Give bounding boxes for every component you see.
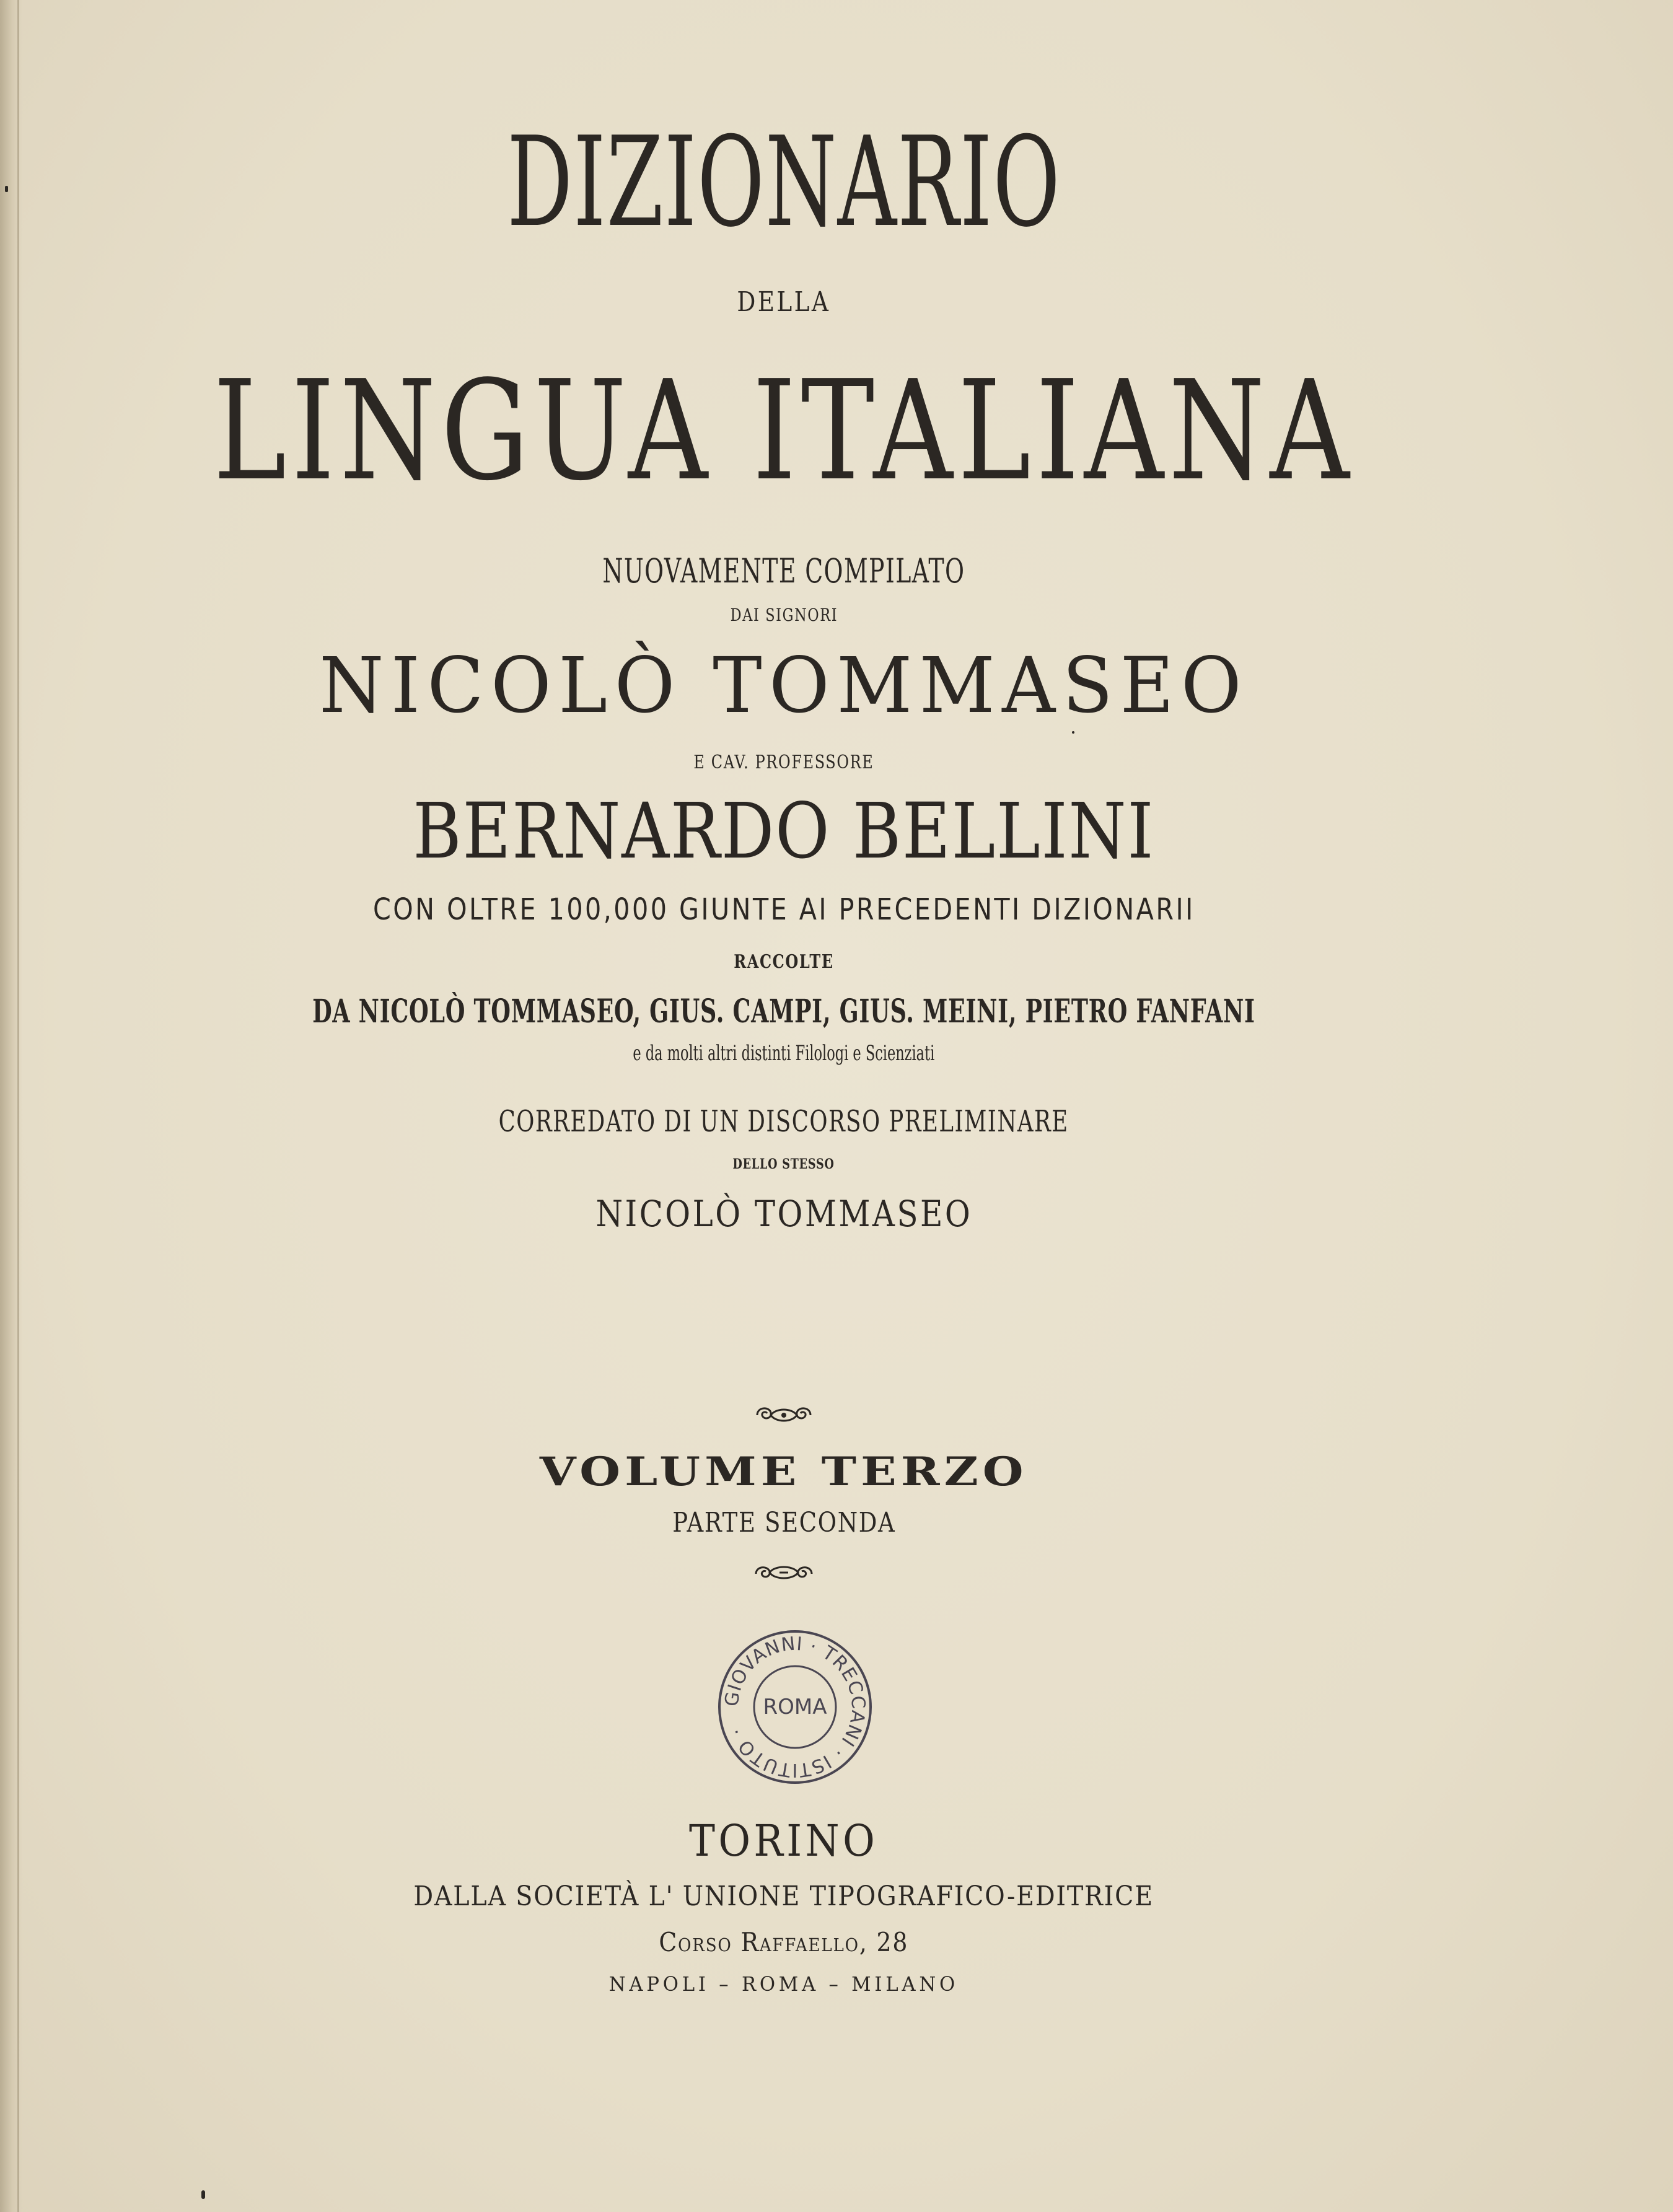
subtitle-con-oltre-giunte: CON OLTRE 100,000 GIUNTE AI PRECEDENTI DIZIONARII — [372, 892, 1195, 927]
ornament-bottom-icon — [0, 1559, 1568, 1589]
volume-heading: VOLUME TERZO — [540, 1449, 1028, 1495]
imprint-cities: NAPOLI – ROMA – MILANO — [608, 1972, 959, 1996]
author-nicolo-tommaseo-small: NICOLÒ TOMMASEO — [595, 1193, 972, 1235]
ink-speck — [201, 2190, 205, 2199]
contributors-line: DA NICOLÒ TOMMASEO, GIUS. CAMPI, GIUS. MEINI, PIETRO FANFANI — [312, 993, 1255, 1030]
subtitle-raccolte: RACCOLTE — [734, 951, 834, 973]
title-della: DELLA — [737, 286, 831, 318]
author-bernardo-bellini: BERNARDO BELLINI — [413, 787, 1155, 876]
title-dizionario: DIZIONARIO — [507, 110, 1061, 255]
svg-text:GIOVANNI · TRECCANI · ISTITUTO: GIOVANNI · TRECCANI · ISTITUTO · — [721, 1633, 869, 1781]
ink-speck — [5, 186, 8, 192]
ink-speck — [1072, 731, 1074, 734]
subtitle-e-cav-professore: E CAV. PROFESSORE — [693, 752, 874, 773]
imprint-city: TORINO — [689, 1815, 879, 1866]
subtitle-corredato: CORREDATO DI UN DISCORSO PRELIMINARE — [498, 1104, 1069, 1139]
imprint-address: Corso Raffaello, 28 — [659, 1927, 909, 1957]
library-stamp-icon — [711, 1623, 879, 1791]
subtitle-dello-stesso: DELLO STESSO — [732, 1156, 835, 1172]
subtitle-e-da-molti: e da molti altri distinti Filologi e Scienziati — [633, 1041, 935, 1066]
svg-text:ROMA: ROMA — [763, 1695, 827, 1719]
author-nicolo-tommaseo: NICOLÒ TOMMASEO — [319, 641, 1249, 731]
subtitle-dai-signori: DAI SIGNORI — [730, 605, 838, 625]
imprint-publisher: DALLA SOCIETÀ L' UNIONE TIPOGRAFICO-EDITRICE — [413, 1881, 1154, 1912]
subtitle-nuovamente-compilato: NUOVAMENTE COMPILATO — [602, 551, 965, 590]
title-lingua-italiana: LINGUA ITALIANA — [213, 351, 1355, 511]
ornament-top-icon — [0, 1402, 1568, 1431]
volume-part: PARTE SECONDA — [672, 1507, 896, 1538]
